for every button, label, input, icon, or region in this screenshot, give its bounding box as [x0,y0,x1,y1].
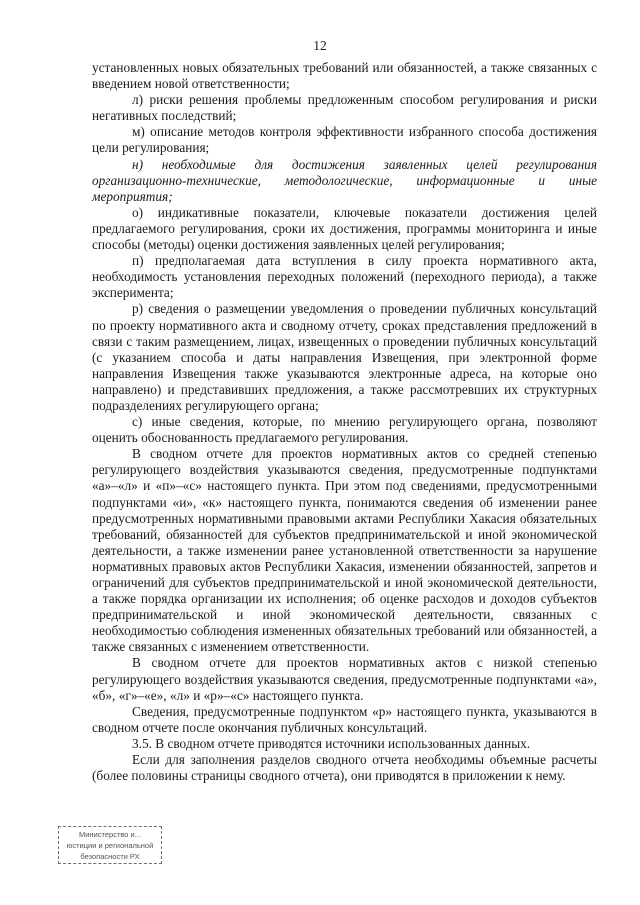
paragraph: м) описание методов контроля эффективности избранного способа достижения цели регулирования; [92,124,597,156]
stamp-line: юстиции и региональной [66,841,154,850]
paragraph: л) риски решения проблемы предложенным способом регулирования и риски негативных последствий; [92,92,597,124]
paragraph: р) сведения о размещении уведомления о проведении публичных консультаций по проекту нормативного акта и сводному отчету, сроках представления предложений в связи с таким размещением, лицах, извещенных о проведении публичных консультаций (с указанием способа и даты направления Извещения, при электронной форме направления Извещения также указываются электронные адреса, на которые оно направлено) и представивших предложения, а также рассмотревших их структурных подразделениях регулирующего органа; [92,301,597,413]
page-number: 12 [313,38,327,53]
stamp-line: Министерство и... [79,830,141,839]
registration-stamp [58,826,162,864]
paragraph: н) необходимые для достижения заявленных целей регулирования организационно-технические, методологические, информационные и иные мероприятия; [92,156,597,204]
paragraph: В сводном отчете для проектов нормативных актов с низкой степенью регулирующего воздействия указываются сведения, предусмотренные подпунктами «а», «б», «г»–«е», «л» и «р»–«с» настоящего пункта. [92,655,597,703]
paragraph: 3.5. В сводном отчете приводятся источники использованных данных. [132,735,531,751]
paragraph: п) предполагаемая дата вступления в силу проекта нормативного акта, необходимость установления переходных положений (переходного периода), а также эксперимента; [92,253,597,301]
paragraph: Сведения, предусмотренные подпунктом «р» настоящего пункта, указываются в сводном отчете после окончания публичных консультаций. [92,703,597,735]
document-body [92,60,597,784]
paragraph: Если для заполнения разделов сводного отчета необходимы объемные расчеты (более половины страницы сводного отчета), они приводятся в приложении к нему. [92,752,597,784]
paragraph: В сводном отчете для проектов нормативных актов со средней степенью регулирующего воздействия указываются сведения, предусмотренные подпунктами «а»–«л» и «п»–«с» настоящего пункта. При этом под сведениями, предусмотренными подпунктами «и», «к» настоящего пункта, понимаются сведения об изменении ранее предусмотренных нормативными правовыми актами Республики Хакасия обязательных требований, обязанностей для субъектов предпринимательской и иной экономической деятельности, а также изменении ранее установленной ответственности за нарушение нормативных правовых актов Республики Хакасия, изменении обязанностей, запретов и ограничений для субъектов предпринимательской и иной экономической деятельности, а также порядка организации их исполнения; об оценке расходов и доходов субъектов предпринимательской и иной экономической деятельности, связанных с необходимостью соблюдения измененных обязательных требований или обязанностей, а также связанных с изменением ответственности. [92,446,597,655]
paragraph: установленных новых обязательных требований или обязанностей, а также связанных с введением новой ответственности; [92,60,597,92]
stamp-line: безопасности РХ [80,852,140,861]
paragraph: с) иные сведения, которые, по мнению регулирующего органа, позволяют оценить обоснованность предлагаемого регулирования. [92,414,597,446]
paragraph: о) индикативные показатели, ключевые показатели достижения целей предлагаемого регулирования, сроки их достижения, программы мониторинга и иные способы (методы) оценки достижения заявленных целей регулирования; [92,204,597,253]
